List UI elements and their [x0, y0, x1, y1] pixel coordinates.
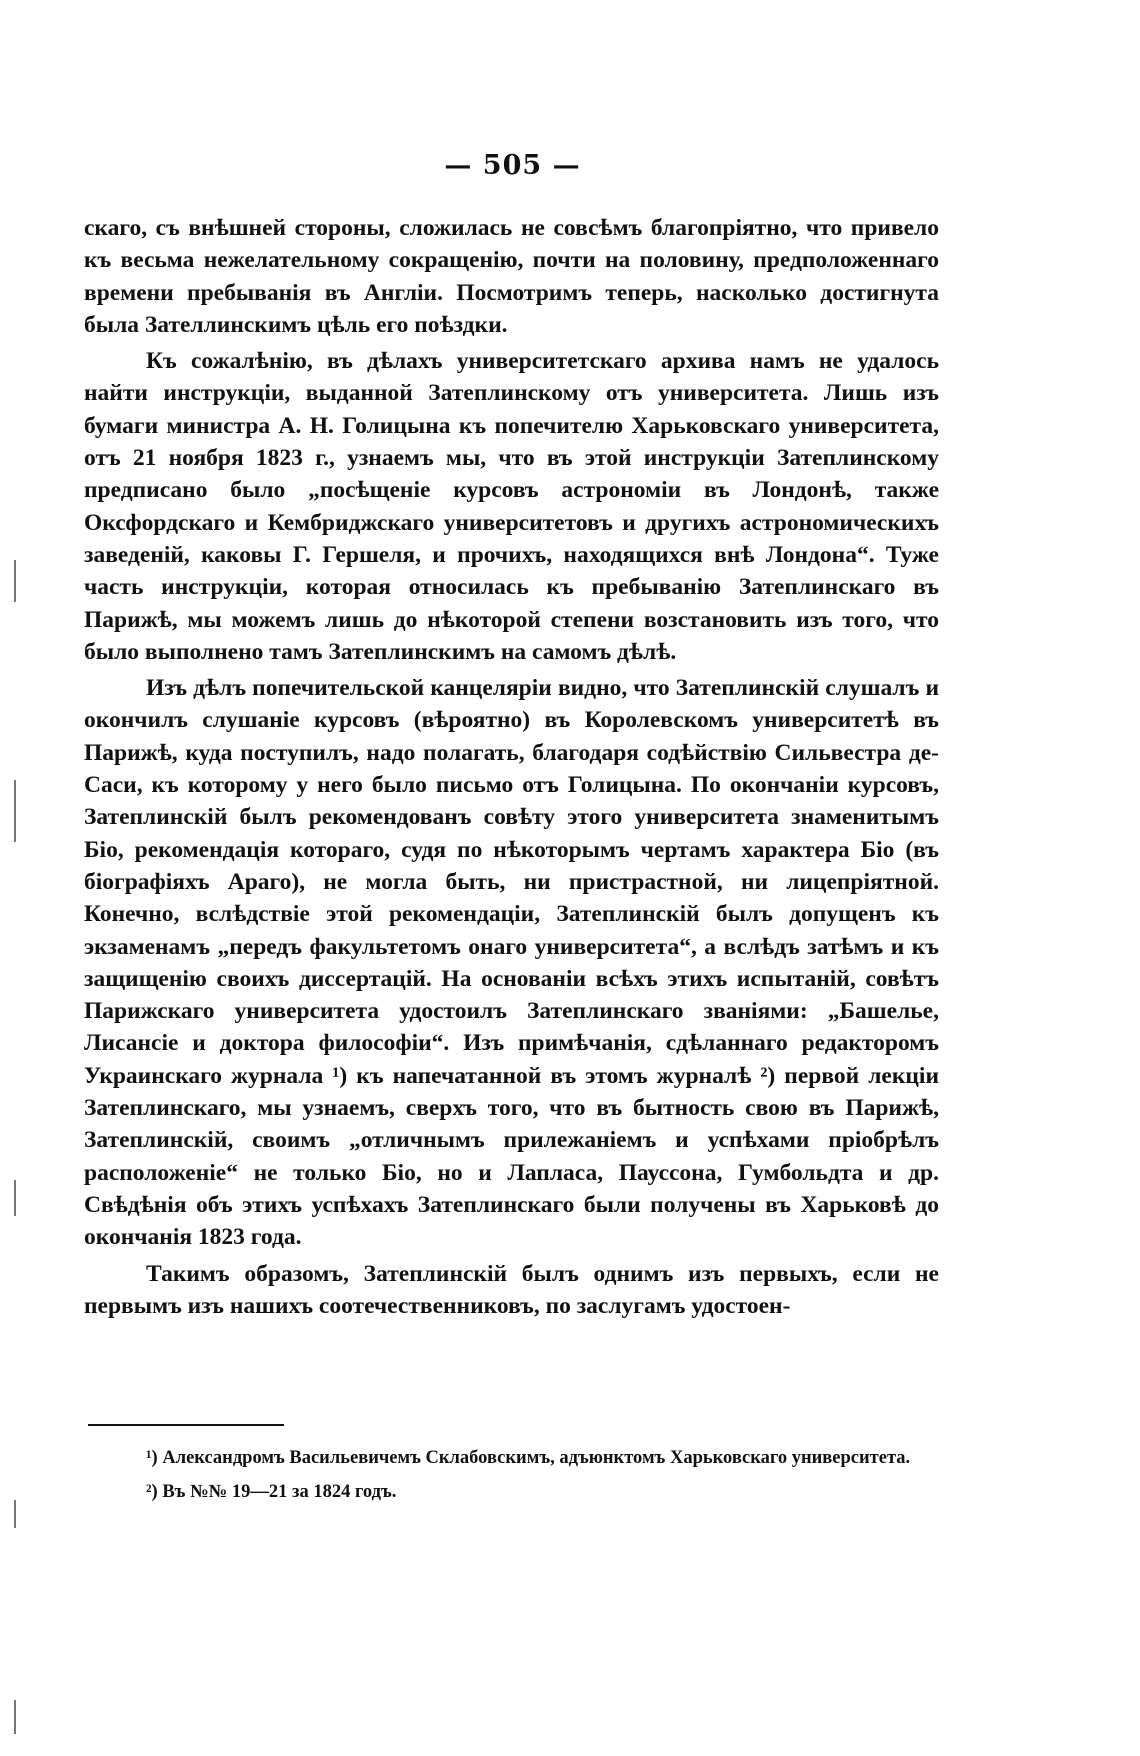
paragraph: скаго, съ внѣшней стороны, сложилась не совсѣмъ благопріятно, что привело къ весьма нежелательному сокращенію, почти на половину, предположеннаго времени пребыванія въ Англіи. Посмотримъ теперь, насколько достигнута была Зателлинскимъ цѣль его поѣздки. [84, 215, 939, 338]
paragraph: Изъ дѣлъ попечительской канцеляріи видно, что Затеплинскій слушалъ и окончилъ слушаніе курсовъ (вѣроятно) въ Королевскомъ университетѣ въ Парижѣ, куда поступилъ, надо полагать, благодаря содѣйствію Сильвестра де-Саси, къ которому у него было письмо отъ Голицына. По окончаніи курсовъ, Затеплинскій былъ рекомендованъ совѣту этого университета знаменитымъ Біо, рекомендація котораго, судя по нѣкоторымъ чертамъ характера Біо (въ біографіяхъ Араго), не могла быть, ни пристрастной, ни лицепріятной. Конечно, вслѣдствіе этой рекомендаціи, Затеплинскій былъ допущенъ къ экзаменамъ „передъ факультетомъ онаго университета“, а вслѣдъ затѣмъ и къ защищенію своихъ диссертацій. На основаніи всѣхъ этихъ испытаній, совѣтъ Парижскаго университета удостоилъ Затеплинскаго званіями: „Башелье, Лисансіе и доктора философіи“. Изъ примѣчанія, сдѣланнаго редакторомъ Украинскаго журнала ¹) къ напечатанной въ этомъ журналѣ ²) первой лекціи Затеплинскаго, мы узнаемъ, сверхъ того, что въ бытность свою въ Парижѣ, Затеплинскій, своимъ „отличнымъ прилежаніемъ и успѣхами пріобрѣлъ расположеніе“ не только Біо, но и Лапласа, Пауссона, Гумбольдта и др. Свѣдѣнія объ этихъ успѣхахъ Затеплинскаго были получены въ Харьковѣ до окончанія 1823 года. [84, 675, 939, 1251]
page-number: — 505 — [444, 150, 581, 181]
scan-edge-mark [14, 1180, 16, 1216]
footnote: ¹) Александромъ Васильевичемъ Склабовскимъ, адъюнктомъ Харьковскаго университета. [146, 1448, 911, 1468]
scan-edge-mark [14, 560, 16, 602]
footnotes [84, 1444, 939, 1506]
footnote-divider [88, 1424, 284, 1426]
scan-edge-mark [14, 1500, 16, 1528]
footnote: ²) Въ №№ 19—21 за 1824 годъ. [146, 1482, 397, 1502]
scan-edge-mark [14, 780, 16, 842]
paragraph: Къ сожалѣнію, въ дѣлахъ университетскаго архива намъ не удалось найти инструкціи, выданной Затеплинскому отъ университета. Лишь изъ бумаги министра А. Н. Голицына къ попечителю Харьковскаго университета, отъ 21 ноября 1823 г., узнаемъ мы, что въ этой инструкціи Затеплинскому предписано было „посѣщеніе курсовъ астрономіи въ Лондонѣ, также Оксфордскаго и Кембриджскаго университетовъ и другихъ астрономическихъ заведеній, каковы Г. Гершеля, и прочихъ, находящихся внѣ Лондона“. Туже часть инструкціи, которая относилась къ пребыванію Затеплинскаго въ Парижѣ, мы можемъ лишь до нѣкоторой степени возстановить изъ того, что было выполнено тамъ Затеплинскимъ на самомъ дѣлѣ. [84, 348, 939, 665]
paragraph: Такимъ образомъ, Затеплинскій былъ однимъ изъ первыхъ, если не первымъ изъ нашихъ соотечественниковъ, по заслугамъ удостоен- [84, 1260, 939, 1319]
main-text [84, 212, 939, 1322]
scan-edge-mark [14, 1700, 16, 1734]
